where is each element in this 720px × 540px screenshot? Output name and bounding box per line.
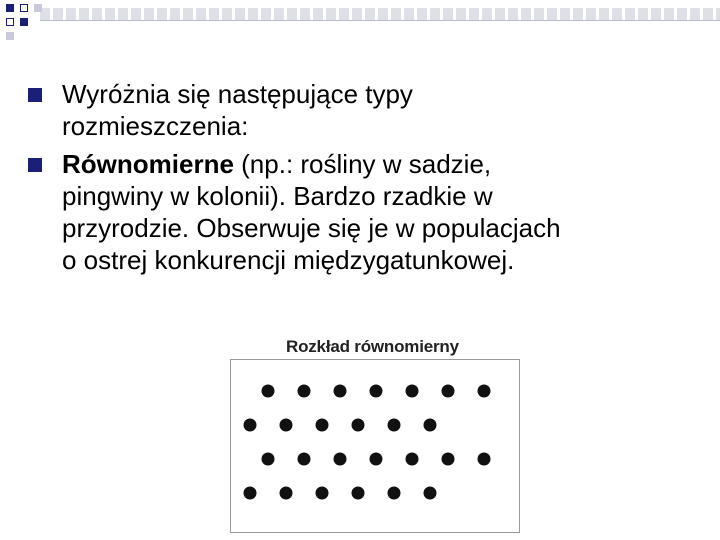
bullet-2-line-1-rest: (np.: rośliny w sadzie,	[233, 149, 492, 179]
bullet-list	[28, 78, 698, 282]
population-dot	[280, 487, 293, 500]
distribution-figure	[230, 335, 520, 538]
bullet-item-1	[28, 78, 698, 142]
population-dot	[280, 419, 293, 432]
population-dot	[352, 419, 365, 432]
bullet-square-icon	[28, 158, 42, 172]
population-dot	[370, 385, 383, 398]
population-dot	[424, 487, 437, 500]
population-dot	[478, 385, 491, 398]
header-rule-pattern	[40, 8, 720, 20]
population-dot	[298, 385, 311, 398]
bullet-2-bold-term: Równomierne	[62, 149, 234, 179]
decorative-squares	[0, 0, 60, 44]
population-dot	[262, 453, 275, 466]
population-dot	[334, 453, 347, 466]
population-dot	[370, 453, 383, 466]
bullet-square-icon	[28, 88, 42, 102]
population-dot	[406, 453, 419, 466]
population-dot	[388, 487, 401, 500]
bullet-2-line-1	[62, 148, 698, 180]
population-dot	[478, 453, 491, 466]
population-dot	[406, 385, 419, 398]
bullet-2-line-3: przyrodzie. Obserwuje się je w populacjach	[62, 213, 561, 243]
bullet-item-2	[28, 148, 698, 276]
population-dot	[442, 385, 455, 398]
population-dot	[298, 453, 311, 466]
dot-grid	[230, 359, 520, 533]
population-dot	[244, 419, 257, 432]
population-dot	[424, 419, 437, 432]
figure-title: Rozkład równomierny	[286, 337, 459, 356]
population-dot	[388, 419, 401, 432]
bullet-2-line-4: o ostrej konkurencji międzygatunkowej.	[62, 245, 515, 275]
population-dot	[262, 385, 275, 398]
population-dot	[316, 487, 329, 500]
header-rule-line	[40, 20, 720, 21]
population-dot	[316, 419, 329, 432]
population-dot	[334, 385, 347, 398]
bullet-2-line-2: pingwiny w kolonii). Bardzo rzadkie w	[62, 181, 493, 211]
population-dot	[442, 453, 455, 466]
bullet-1-line-1: Wyróżnia się następujące typy	[62, 79, 413, 109]
population-dot	[352, 487, 365, 500]
population-dot	[244, 487, 257, 500]
bullet-1-line-2: rozmieszczenia:	[62, 111, 249, 141]
